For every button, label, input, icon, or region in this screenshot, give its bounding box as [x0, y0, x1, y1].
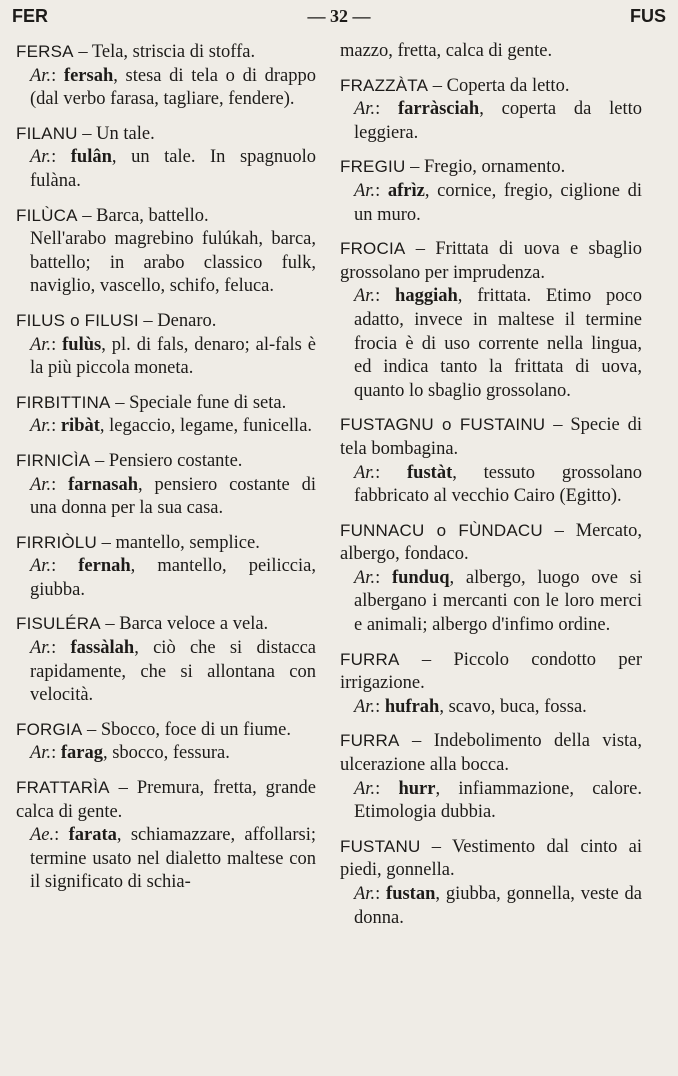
etymology-text: legaccio, legame, funicella. — [109, 416, 313, 437]
etymology-text: tessuto grossolano fabbricato al vecchio Cairo (Egitto). — [354, 462, 643, 507]
header-left-guide-word: FER — [12, 6, 48, 26]
arabic-term: fersah — [63, 65, 114, 86]
etymology-label: Ar. — [354, 286, 376, 307]
etymology-text: mantello, peiliccia, giubba. — [30, 556, 316, 600]
etymology-text: albergo, luogo ove si albergano i mercanti con le loro merci e animali; albergo d'infimo ordine. — [354, 567, 642, 636]
etymology-label: Ae. — [30, 825, 55, 846]
dictionary-entry — [340, 413, 642, 508]
dictionary-entry — [340, 237, 642, 403]
entry-definition: Fregio, ornamento. — [423, 157, 566, 178]
etymology-text: pl. di fals, denaro; al-fals è la più piccola moneta. — [30, 334, 317, 379]
entry-etymology: Ar.: ribàt, legaccio, legame, funicella. — [30, 416, 313, 437]
entry-headword: FILUS o FILUSI — [16, 310, 139, 330]
arabic-term: farata — [68, 825, 117, 846]
page-number: — 32 — — [307, 6, 371, 26]
entry-headword: FISULÉRA — [16, 614, 101, 634]
arabic-term: afrìz — [387, 180, 425, 201]
etymology-label: Ar. — [30, 556, 52, 577]
dictionary-entry — [16, 391, 316, 439]
entry-etymology: Ar.: fulùs, pl. di fals, denaro; al-fals è la più piccola moneta. — [30, 334, 317, 379]
entry-etymology: Ar.: funduq, albergo, luogo ove si albergano i mercanti con le loro merci e animali; albergo d'infimo ordine. — [354, 567, 642, 636]
dictionary-entry — [340, 729, 642, 824]
etymology-label: Ar. — [354, 884, 376, 904]
entry-definition: Indebolimento della vista, ulcerazione alla bocca. — [340, 731, 642, 776]
entry-etymology: Ar.: farag, sbocco, fessura. — [30, 743, 230, 764]
etymology-label: Ar. — [30, 65, 52, 86]
entry-headline: FURRA – Indebolimento della vista, ulcerazione alla bocca. — [340, 731, 642, 776]
arabic-term: farràsciah — [398, 99, 480, 120]
etymology-label: Ar. — [30, 474, 52, 495]
entry-headline: FILANU – Un tale. — [16, 123, 155, 144]
entry-definition: mazzo, fretta, calca di gente. — [340, 41, 553, 61]
entry-headline: FREGIU – Fregio, ornamento. — [340, 157, 566, 178]
left-column — [16, 40, 316, 905]
entry-etymology: Ar.: hufrah, scavo, buca, fossa. — [354, 696, 587, 717]
entry-headline: FILÙCA – Barca, battello. — [16, 205, 209, 226]
dictionary-entry — [16, 531, 316, 603]
dictionary-entry — [16, 122, 316, 194]
entry-etymology: Ar.: fustan, giubba, gonnella, veste da donna. — [354, 884, 643, 928]
entry-etymology: Ar.: fersah, stesa di tela o di drappo (dal verbo farasa, tagliare, fendere). — [30, 65, 317, 110]
etymology-text: frittata. Etimo poco adatto, invece in maltese il termine frocia è di uso corrente nella lingua, ed indica tanto la frittata di uova, quanto lo sbaglio grossolano. — [354, 286, 642, 401]
entry-headword: FERSA — [16, 42, 74, 61]
etymology-text: pensiero costante di una donna per la sua casa. — [30, 474, 316, 519]
arabic-term: farag — [60, 743, 103, 764]
entry-definition: Piccolo condotto per irrigazione. — [340, 649, 643, 694]
dictionary-entry — [16, 449, 316, 521]
etymology-text: stesa di tela o di drappo (dal verbo farasa, tagliare, fendere). — [30, 65, 317, 110]
arabic-term: hurr — [398, 778, 436, 799]
entry-headword: FILANU — [16, 123, 78, 143]
entry-headline: FURRA – Piccolo condotto per irrigazione. — [340, 649, 643, 694]
entry-headline: FIRBITTINA – Speciale fune di seta. — [16, 392, 287, 413]
entry-headline — [340, 40, 642, 64]
entry-headline: FUSTANU – Vestimento dal cinto ai piedi, gonnella. — [340, 836, 643, 881]
etymology-text: sbocco, fessura. — [112, 743, 230, 764]
etymology-label: Ar. — [354, 696, 376, 717]
arabic-term: farnasah — [68, 474, 139, 495]
etymology-text: scavo, buca, fossa. — [448, 696, 587, 717]
entry-etymology — [16, 228, 316, 299]
entry-headline: FUNNACU o FÙNDACU – Mercato, albergo, fondaco. — [340, 520, 642, 565]
dictionary-entry — [16, 204, 316, 299]
etymology-text: cornice, fregio, ciglione di un muro. — [354, 180, 643, 225]
arabic-term: ribàt — [60, 416, 100, 437]
entry-headword: FUSTANU — [340, 836, 421, 856]
entry-headline: FERSA – Tela, striscia di stoffa. — [16, 42, 256, 62]
entry-etymology: Ar.: farnasah, pensiero costante di una donna per la sua casa. — [30, 474, 316, 519]
etymology-label: Ar. — [30, 743, 52, 764]
entry-headword: FIRBITTINA — [16, 392, 111, 412]
entry-definition: Barca veloce a vela. — [119, 614, 269, 635]
header-right-guide-word: FUS — [630, 6, 666, 26]
dictionary-entry — [16, 40, 316, 112]
entry-headword: FORGIA — [16, 719, 83, 739]
entry-headline: FROCIA – Frittata di uova e sbaglio grossolano per imprudenza. — [340, 239, 642, 283]
arabic-term: fassàlah — [70, 638, 135, 659]
etymology-text: coperta da letto leggiera. — [354, 99, 642, 143]
dictionary-entry — [340, 835, 642, 930]
dictionary-entry — [16, 309, 316, 381]
etymology-text: un tale. In spagnuolo fulàna. — [30, 147, 316, 191]
entry-headline: FRATTARÌA – Premura, fretta, grande calca di gente. — [16, 778, 317, 822]
entry-definition: Denaro. — [157, 310, 217, 331]
entry-etymology: Ar.: fustàt, tessuto grossolano fabbricato al vecchio Cairo (Egitto). — [354, 462, 643, 507]
etymology-label: Ar. — [354, 778, 376, 799]
entry-definition: mantello, semplice. — [115, 532, 260, 553]
entry-etymology: Ar.: haggiah, frittata. Etimo poco adatto, invece in maltese il termine frocia è di uso corrente nella lingua, ed indica tanto la frittata di uova, quanto lo sbaglio grossolano. — [354, 286, 642, 401]
arabic-term: fulùs — [62, 334, 102, 355]
entry-definition: Vestimento dal cinto ai piedi, gonnella. — [340, 836, 643, 881]
etymology-text: infiammazione, calore. Etimologia dubbia. — [354, 778, 643, 823]
entry-definition: Mercato, albergo, fondaco. — [340, 520, 642, 565]
entry-headword: FROCIA — [340, 239, 406, 259]
dictionary-entry — [16, 718, 316, 766]
right-column — [340, 40, 642, 940]
entry-headline: FIRRIÒLU – mantello, semplice. — [16, 532, 260, 553]
arabic-term: fustan — [386, 884, 436, 904]
entry-headword: FURRA — [340, 649, 400, 669]
entry-definition: Specie di tela bombagina. — [340, 415, 642, 459]
etymology-label: Ar. — [354, 180, 376, 201]
entry-definition: Premura, fretta, grande calca di gente. — [16, 778, 317, 822]
entry-headword: FUNNACU o FÙNDACU — [340, 520, 543, 540]
dictionary-entry — [340, 74, 642, 146]
entry-headline: FORGIA – Sbocco, foce di un fiume. — [16, 719, 291, 740]
entry-headword: FILÙCA — [16, 205, 78, 225]
entry-headword: FREGIU — [340, 157, 406, 177]
entry-etymology: Ar.: farràsciah, coperta da letto leggiera. — [354, 99, 642, 143]
entry-headword: FRAZZÀTA — [340, 75, 429, 95]
entry-headword: FIRRIÒLU — [16, 532, 97, 552]
entry-definition: Un tale. — [96, 123, 155, 144]
arabic-term: fulân — [70, 147, 112, 168]
etymology-label: Ar. — [30, 638, 52, 659]
etymology-label: Ar. — [30, 147, 52, 168]
dictionary-entry — [340, 40, 642, 64]
etymology-label: Ar. — [354, 567, 376, 588]
arabic-term: hufrah — [384, 696, 440, 717]
entry-etymology: Ar.: fassàlah, ciò che si distacca rapidamente, che si allontana con velocità. — [30, 638, 317, 706]
entry-definition: Sbocco, foce di un fiume. — [100, 719, 291, 740]
etymology-text: giubba, gonnella, veste da donna. — [354, 884, 643, 928]
etymology-text: ciò che si distacca rapidamente, che si allontana con velocità. — [30, 638, 317, 706]
entry-headline: FIRNICÌA – Pensiero costante. — [16, 450, 243, 471]
entry-definition: Frittata di uova e sbaglio grossolano per imprudenza. — [340, 239, 642, 283]
dictionary-entry — [340, 519, 642, 638]
entry-definition: Coperta da letto. — [446, 75, 570, 96]
entry-headline: FILUS o FILUSI – Denaro. — [16, 310, 217, 331]
entry-definition: Tela, striscia di stoffa. — [91, 42, 256, 62]
entry-headword: FUSTAGNU o FUSTAINU — [340, 415, 546, 435]
dictionary-entry — [16, 776, 316, 895]
entry-etymology: Ae.: farata, schiamazzare, affollarsi; termine usato nel dialetto maltese con il significato di schia- — [30, 825, 317, 893]
etymology-text: schiamazzare, affollarsi; termine usato nel dialetto maltese con il significato di schia- — [30, 825, 317, 893]
entry-headword: FRATTARÌA — [16, 778, 110, 798]
etymology-label: Ar. — [30, 416, 52, 437]
entry-etymology: Ar.: afrìz, cornice, fregio, ciglione di un muro. — [354, 180, 643, 225]
page-header — [12, 6, 666, 32]
arabic-term: haggiah — [395, 286, 458, 307]
dictionary-entry — [340, 648, 642, 720]
entry-headword: FURRA — [340, 731, 400, 751]
entry-headline: FISULÉRA – Barca veloce a vela. — [16, 614, 269, 635]
arabic-term: funduq — [391, 567, 450, 588]
etymology-text: Nell'arabo magrebino fulúkah, barca, battello; in arabo classico fulk, naviglio, vascello, schifo, feluca. — [30, 229, 316, 297]
entry-definition: Pensiero costante. — [108, 450, 243, 471]
arabic-term: fernah — [78, 556, 131, 577]
entry-headline: FRAZZÀTA – Coperta da letto. — [340, 75, 570, 96]
dictionary-entry — [340, 155, 642, 227]
entry-definition: Speciale fune di seta. — [129, 392, 287, 413]
entry-headline: FUSTAGNU o FUSTAINU – Specie di tela bombagina. — [340, 415, 642, 459]
etymology-label: Ar. — [354, 462, 376, 483]
entry-headword: FIRNICÌA — [16, 450, 91, 470]
arabic-term: fustàt — [407, 462, 453, 483]
etymology-label: Ar. — [354, 99, 376, 120]
entry-etymology: Ar.: fernah, mantello, peiliccia, giubba. — [30, 556, 316, 600]
entry-etymology: Ar.: fulân, un tale. In spagnuolo fulàna. — [30, 147, 316, 191]
entry-etymology: Ar.: hurr, infiammazione, calore. Etimologia dubbia. — [354, 778, 643, 823]
dictionary-entry — [16, 612, 316, 707]
entry-definition: Barca, battello. — [96, 205, 209, 226]
etymology-label: Ar. — [30, 334, 52, 355]
